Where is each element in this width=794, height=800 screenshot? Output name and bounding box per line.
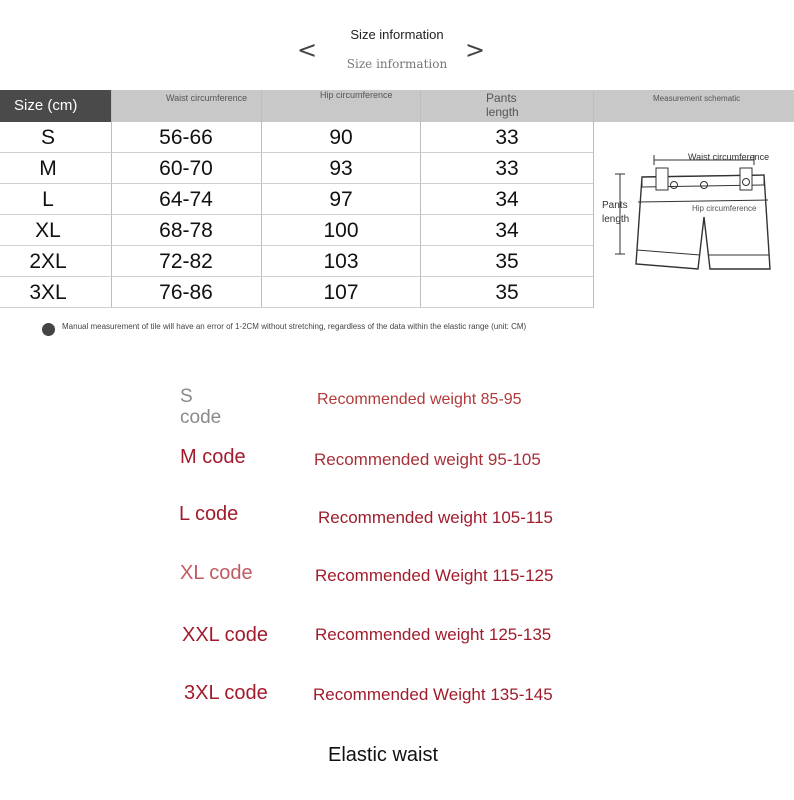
header-pants-line2: length <box>486 105 519 120</box>
cell-length: 33 <box>495 126 519 149</box>
header-pants-length <box>486 91 519 123</box>
cell-size: XL <box>35 219 61 242</box>
size-code-line2: code <box>180 407 222 428</box>
cell-hip: 100 <box>323 219 359 242</box>
cell-size: L <box>42 188 54 211</box>
cell-length: 35 <box>495 250 519 273</box>
recommended-weight: Recommended weight 125-135 <box>315 625 552 644</box>
cell-length: 33 <box>495 157 519 180</box>
cell-waist: 72-82 <box>159 250 213 273</box>
schematic-length-label-1: Pants <box>602 200 628 211</box>
header-hip: Hip circumference <box>320 90 393 100</box>
cell-waist: 60-70 <box>159 157 213 180</box>
schematic-waist-label: Waist circumference <box>688 152 770 162</box>
measurement-schematic <box>594 122 794 309</box>
size-table <box>0 90 794 308</box>
size-code-m: M code <box>180 446 246 468</box>
table-row <box>0 215 593 246</box>
header-waist: Waist circumference <box>166 93 248 103</box>
table-row <box>0 246 593 277</box>
recommended-weight: Recommended weight 85-95 <box>317 391 522 408</box>
size-code-line1: S <box>180 386 193 407</box>
table-row <box>0 122 593 153</box>
shorts-diagram-icon <box>594 122 794 309</box>
schematic-hip-label: Hip circumference <box>692 204 757 213</box>
cell-length: 35 <box>495 281 519 304</box>
recommended-weight: Recommended weight 105-115 <box>318 508 553 527</box>
page-title: Size information <box>350 27 444 42</box>
table-row <box>0 184 593 215</box>
table-row <box>0 277 593 308</box>
size-code-xxl: XXL code <box>182 624 268 646</box>
recommended-weight: Recommended Weight 135-145 <box>313 685 553 704</box>
cell-hip: 107 <box>323 281 359 304</box>
cell-waist: 76-86 <box>159 281 213 304</box>
page-subtitle: Size information <box>346 57 448 71</box>
recommended-weight: Recommended weight 95-105 <box>314 450 541 469</box>
cell-waist: 68-78 <box>159 219 213 242</box>
size-code-3xl: 3XL code <box>184 682 268 704</box>
chevron-left-icon[interactable]: < <box>297 36 318 64</box>
cell-hip: 97 <box>329 188 353 211</box>
recommended-weight: Recommended Weight 115-125 <box>315 566 554 585</box>
cell-waist: 56-66 <box>159 126 213 149</box>
size-code-l: L code <box>179 503 239 525</box>
cell-hip: 103 <box>323 250 359 273</box>
cell-hip: 90 <box>329 126 353 149</box>
elastic-waist-label: Elastic waist <box>327 744 439 766</box>
size-code-s <box>180 386 221 428</box>
cell-size: M <box>39 157 57 180</box>
size-code-xl: XL code <box>180 562 253 584</box>
cell-length: 34 <box>495 188 519 211</box>
bullet-icon <box>42 323 55 336</box>
header-schematic: Measurement schematic <box>653 94 741 103</box>
chevron-right-icon[interactable]: > <box>465 36 486 64</box>
table-header-row <box>0 90 794 122</box>
belt-loop <box>656 168 668 190</box>
size-info-header <box>0 0 794 85</box>
note-text: Manual measurement of tile will have an error of 1-2CM without stretching, regardless of the data within the elastic range (unit: CM) <box>62 322 527 331</box>
schematic-length-label-2: length <box>602 214 630 225</box>
cell-size: 2XL <box>29 250 67 273</box>
header-size: Size (cm) <box>0 90 111 122</box>
cell-length: 34 <box>495 219 519 242</box>
table-row <box>0 153 593 184</box>
header-pants-line1: Pants <box>486 91 517 105</box>
cell-hip: 93 <box>329 157 353 180</box>
cell-waist: 64-74 <box>159 188 213 211</box>
cell-size: 3XL <box>29 281 67 304</box>
cell-size: S <box>40 126 55 149</box>
